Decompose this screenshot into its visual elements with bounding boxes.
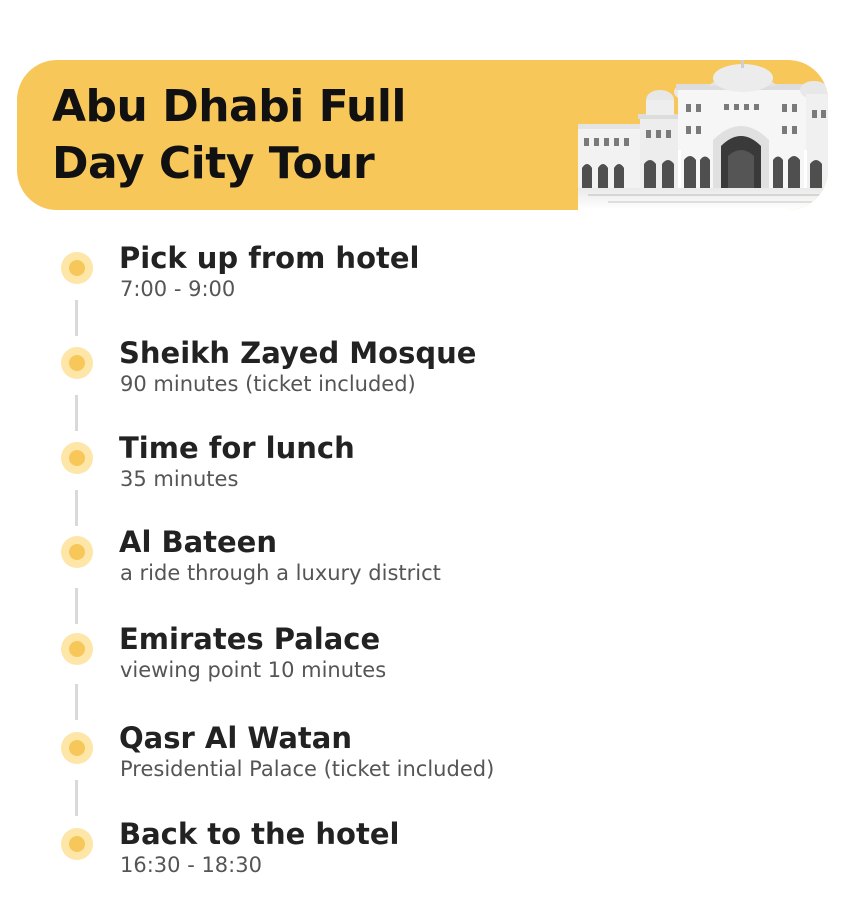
stop-detail: a ride through a luxury district [120,561,441,585]
stop-title: Emirates Palace [119,622,381,656]
timeline-dot-icon [61,252,93,284]
stop-title: Time for lunch [119,431,355,465]
stop-detail: 90 minutes (ticket included) [120,372,416,396]
timeline-stop [0,524,845,594]
stop-detail: viewing point 10 minutes [120,658,387,682]
timeline-stop [0,816,845,886]
stop-title: Sheikh Zayed Mosque [119,336,477,370]
timeline-dot-icon [61,828,93,860]
stop-title: Al Bateen [119,525,277,559]
page-title: Abu Dhabi Full Day City Tour [52,81,406,189]
timeline-dot-icon [61,633,93,665]
timeline-stop [0,240,845,310]
stop-detail: Presidential Palace (ticket included) [120,757,495,781]
timeline-stop [0,335,845,405]
timeline-dot-icon [61,536,93,568]
stop-detail: 35 minutes [120,467,239,491]
timeline-stop [0,720,845,790]
stop-detail: 16:30 - 18:30 [120,853,262,877]
timeline-dot-icon [61,347,93,379]
timeline-stop [0,621,845,691]
stop-title: Pick up from hotel [119,241,420,275]
timeline-dot-icon [61,442,93,474]
stop-title: Back to the hotel [119,817,400,851]
timeline-dot-icon [61,732,93,764]
timeline-stop [0,430,845,500]
stop-detail: 7:00 - 9:00 [120,277,236,301]
stop-title: Qasr Al Watan [119,721,352,755]
